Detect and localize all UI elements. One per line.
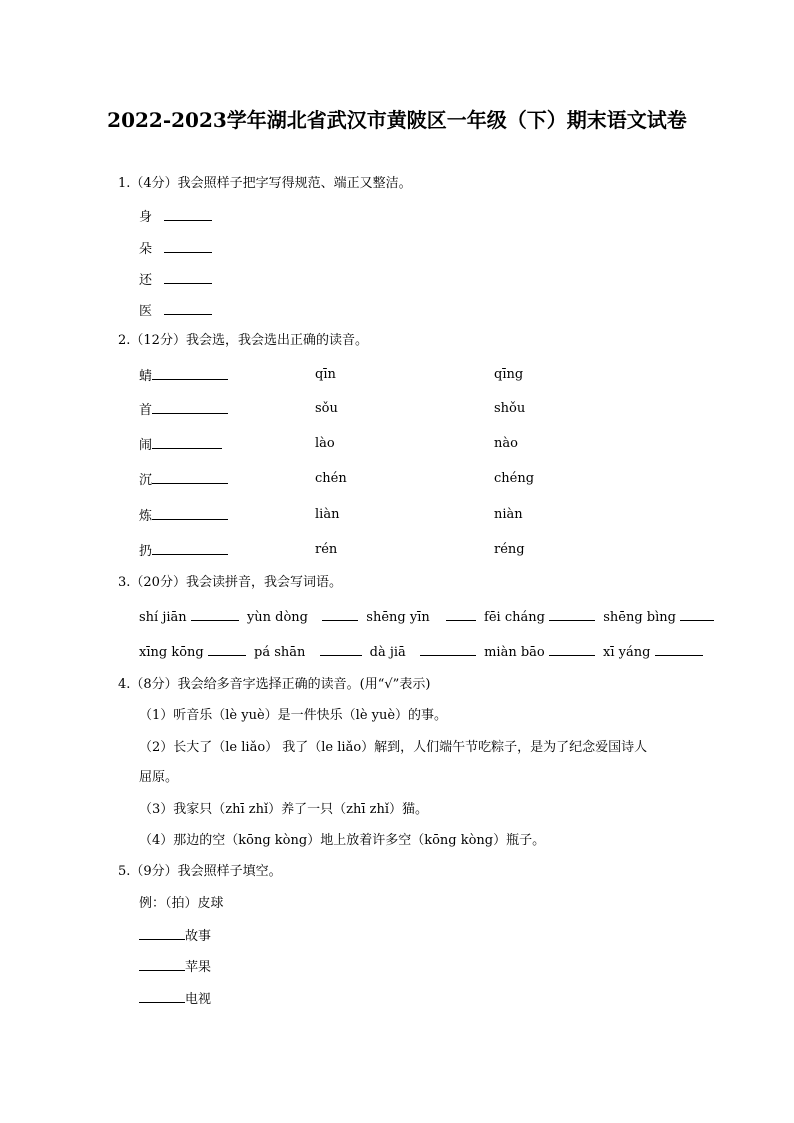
answer-blank[interactable] <box>164 240 212 253</box>
pinyin-word: fēi cháng <box>484 610 545 625</box>
pinyin-option-b[interactable]: shǒu <box>494 401 526 416</box>
q2-row <box>139 401 228 419</box>
pinyin-option-a[interactable]: rén <box>315 542 338 557</box>
q2-char: 闹 <box>139 438 153 453</box>
question-5-stem: 5.（9分）我会照样子填空。 <box>118 864 282 879</box>
pinyin-option-a[interactable]: liàn <box>315 507 340 522</box>
pinyin-option-a[interactable]: lào <box>315 436 335 451</box>
pinyin-option-a[interactable]: chén <box>315 471 347 486</box>
answer-blank[interactable] <box>680 608 714 621</box>
question-1-stem: 1.（4分）我会照样子把字写得规范、端正又整洁。 <box>118 176 412 191</box>
pinyin-option-b[interactable]: réng <box>494 542 525 557</box>
answer-blank[interactable] <box>139 958 185 971</box>
pinyin-word: miàn bāo <box>484 645 545 660</box>
q2-char: 扔 <box>139 544 153 559</box>
q3-row-1 <box>139 608 714 626</box>
q3-row-2 <box>139 643 703 661</box>
q4-item-2-continued: 屈原。 <box>139 770 179 785</box>
q1-item <box>139 271 212 289</box>
q5-item <box>139 958 211 976</box>
q5-word: 故事 <box>185 929 212 944</box>
q4-item-2: （2）长大了（le liǎo） 我了（le liǎo）解到，人们端午节吃粽子，是为了纪念爱国诗人 <box>139 740 648 755</box>
pinyin-word: xī yáng <box>603 645 651 660</box>
question-3-stem: 3.（20分）我会读拼音，我会写词语。 <box>118 575 342 590</box>
q5-word: 苹果 <box>185 960 212 975</box>
answer-blank[interactable] <box>164 302 212 315</box>
question-4-stem: 4.（8分）我会给多音字选择正确的读音。(用“√”表示) <box>118 677 431 692</box>
q1-char: 身 <box>139 210 153 225</box>
answer-blank[interactable] <box>152 507 228 520</box>
answer-blank[interactable] <box>549 643 595 656</box>
q5-example: 例：（拍）皮球 <box>139 896 224 911</box>
q2-char: 炼 <box>139 509 153 524</box>
q1-char: 医 <box>139 304 153 319</box>
q2-char: 沉 <box>139 473 153 488</box>
q2-row <box>139 542 228 560</box>
q2-row <box>139 507 228 525</box>
q1-item <box>139 240 212 258</box>
q1-char: 还 <box>139 273 153 288</box>
answer-blank[interactable] <box>320 643 362 656</box>
q5-word: 电视 <box>185 992 212 1007</box>
answer-blank[interactable] <box>152 471 228 484</box>
q2-row <box>139 471 228 489</box>
answer-blank[interactable] <box>152 367 228 380</box>
pinyin-word: xīng kōng <box>139 645 204 660</box>
q2-row <box>139 436 222 454</box>
pinyin-word: yùn dòng <box>246 610 309 625</box>
answer-blank[interactable] <box>322 608 358 621</box>
pinyin-word: dà jiā <box>369 645 406 660</box>
answer-blank[interactable] <box>446 608 476 621</box>
pinyin-word: shí jiān <box>139 610 187 625</box>
answer-blank[interactable] <box>152 436 222 449</box>
answer-blank[interactable] <box>139 927 185 940</box>
q4-item-1: （1）听音乐（lè yuè）是一件快乐（lè yuè）的事。 <box>139 708 448 723</box>
answer-blank[interactable] <box>208 643 246 656</box>
answer-blank[interactable] <box>164 208 212 221</box>
q2-char: 蜻 <box>139 369 153 384</box>
pinyin-word: pá shān <box>254 645 306 660</box>
pinyin-option-b[interactable]: niàn <box>494 507 523 522</box>
answer-blank[interactable] <box>164 271 212 284</box>
q2-row <box>139 367 228 385</box>
pinyin-option-b[interactable]: qīng <box>494 367 524 382</box>
pinyin-word: shēng yīn <box>366 610 430 625</box>
q4-item-3: （3）我家只（zhī zhǐ）养了一只（zhī zhǐ）猫。 <box>139 802 429 817</box>
answer-blank[interactable] <box>655 643 703 656</box>
q5-item <box>139 927 211 945</box>
pinyin-option-b[interactable]: chéng <box>494 471 535 486</box>
pinyin-word: shēng bìng <box>603 610 676 625</box>
answer-blank[interactable] <box>152 401 228 414</box>
q2-char: 首 <box>139 403 153 418</box>
page-title: 2022-2023学年湖北省武汉市黄陂区一年级（下）期末语文试卷 <box>107 108 687 132</box>
answer-blank[interactable] <box>549 608 595 621</box>
q4-item-4: （4）那边的空（kōng kòng）地上放着许多空（kōng kòng）瓶子。 <box>139 833 546 848</box>
answer-blank[interactable] <box>139 990 185 1003</box>
pinyin-option-a[interactable]: qīn <box>315 367 336 382</box>
q1-char: 朵 <box>139 242 153 257</box>
pinyin-option-a[interactable]: sǒu <box>315 401 338 416</box>
answer-blank[interactable] <box>152 542 228 555</box>
q1-item <box>139 208 212 226</box>
q1-item <box>139 302 212 320</box>
question-2-stem: 2.（12分）我会选，我会选出正确的读音。 <box>118 333 368 348</box>
pinyin-option-b[interactable]: nào <box>494 436 518 451</box>
answer-blank[interactable] <box>191 608 239 621</box>
q5-item <box>139 990 211 1008</box>
answer-blank[interactable] <box>420 643 476 656</box>
